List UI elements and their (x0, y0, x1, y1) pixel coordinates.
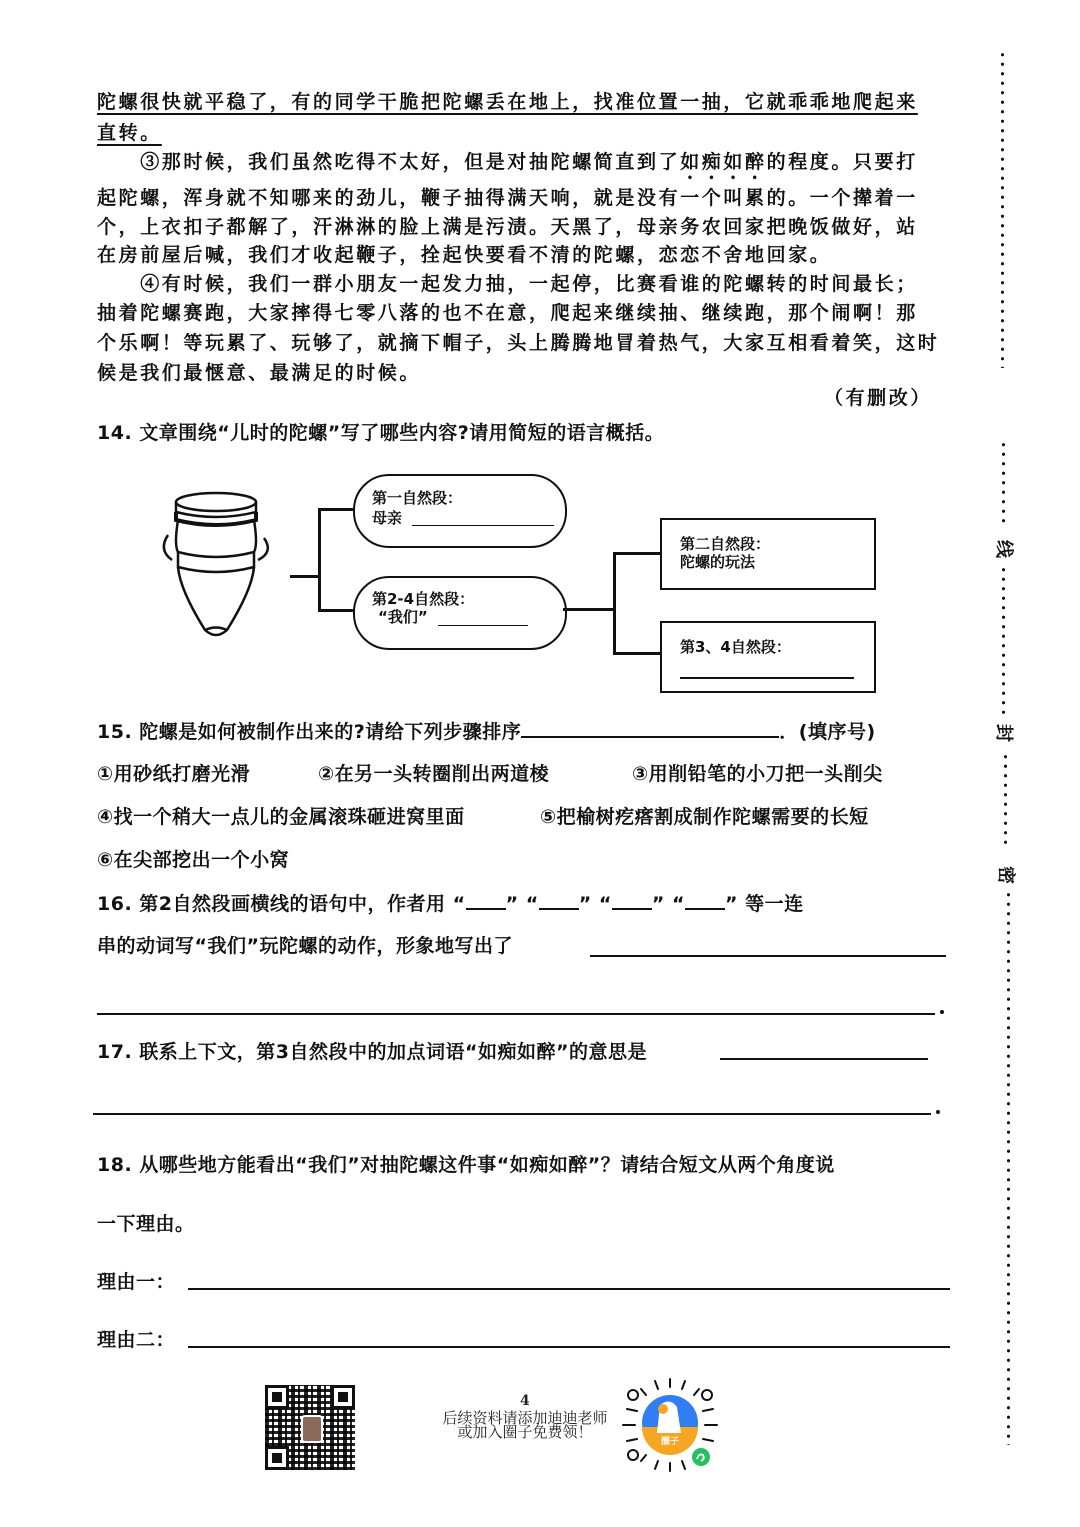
qr-finder (265, 1446, 289, 1470)
question-suffix: ．(填序号) (779, 721, 876, 743)
step-item: ④找一个稍大一点儿的金属滚珠砸进窝里面 (97, 806, 465, 828)
spinning-top-icon (150, 490, 280, 660)
period-mark (936, 1110, 940, 1114)
connector-line (613, 652, 661, 655)
answer-blank-q17-a[interactable] (720, 1058, 928, 1060)
connector-line (318, 508, 321, 611)
passage-text: 的程度。只要打 (766, 151, 918, 173)
step-item: ⑤把榆树疙瘩割成制作陀螺需要的长短 (540, 806, 869, 828)
avatar (301, 1415, 323, 1443)
passage-line (97, 150, 947, 184)
reason-1-label: 理由一： (97, 1271, 176, 1293)
mini-program-icon (692, 1448, 710, 1466)
quote-mark: ” (725, 893, 738, 915)
answer-blank-q16-b[interactable] (97, 1013, 935, 1015)
step-item: ⑥在尖部挖出一个小窝 (97, 849, 290, 871)
mini-program-code[interactable] (615, 1375, 725, 1475)
answer-blank-q16-a[interactable] (590, 955, 946, 957)
passage-line: ④有时候，我们一群小朋友一起发力抽，一起停，比赛看谁的陀螺转的时间最长； (97, 273, 918, 295)
quote-mark: “ (598, 893, 612, 915)
node-label: 第一自然段： (372, 489, 463, 507)
reason-2-label: 理由二： (97, 1329, 176, 1351)
answer-blank-verb-1[interactable] (466, 890, 506, 910)
step-item: ①用砂纸打磨光滑 (97, 763, 251, 785)
passage-line: 起陀螺，浑身就不知哪来的劲儿，鞭子抽得满天响，就是没有一个叫累的。一个撵着一 (97, 187, 918, 209)
wechat-qr-code[interactable] (265, 1385, 355, 1470)
step-item: ③用削铅笔的小刀把一头削尖 (632, 763, 883, 785)
paragraph-3-start: ③那时候，我们虽然吃得不太好，但是对抽陀螺简直到了 (97, 151, 681, 173)
footer-promo-line-2: 或加入圈子免费领！ (457, 1423, 593, 1441)
quote-mark: ” (578, 893, 592, 915)
dotted-cut-line (1004, 752, 1007, 850)
passage-line-underlined: 直转。 (97, 122, 162, 144)
passage-line-underlined: 陀螺很快就平稳了，有的同学干脆把陀螺丢在地上，找准位置一抽，它就乖乖地爬起来 (97, 91, 918, 113)
answer-blank-q17-b[interactable] (93, 1113, 931, 1115)
node-label: 陀螺的玩法 (680, 553, 756, 571)
dotted-cut-line (1007, 890, 1010, 1445)
question-text: 15. 陀螺是如何被制作出来的?请给下列步骤排序 (97, 721, 522, 743)
quote-mark: “ (672, 893, 685, 915)
connector-line (613, 552, 616, 654)
question-15-prompt (97, 718, 876, 744)
mini-program-label: 圈子 (660, 1437, 680, 1447)
question-18-prompt-2: 一下理由。 (97, 1213, 195, 1235)
connector-line (290, 575, 320, 578)
margin-label-line: 线 (993, 540, 1014, 558)
answer-blank-order[interactable] (521, 718, 779, 738)
passage-line: 抽着陀螺赛跑，大家摔得七零八落的也不在意，爬起来继续抽、继续跑，那个闹啊！那 (97, 302, 918, 324)
node-label: 第3、4自然段： (680, 638, 791, 656)
connector-line (613, 552, 661, 555)
node-label: 第2-4自然段： (372, 590, 475, 608)
emphasized-phrase: 如痴如醉 (680, 151, 767, 173)
question-14-prompt: 14. 文章围绕“儿时的陀螺”写了哪些内容?请用简短的语言概括。 (97, 422, 665, 444)
answer-blank-paragraphs-2-4[interactable] (438, 625, 528, 626)
connector-line (563, 608, 615, 611)
question-text: 16. 第2自然段画横线的语句中，作者用 (97, 893, 446, 915)
dotted-cut-line (1001, 50, 1004, 368)
connector-line (318, 609, 356, 612)
answer-blank-paragraph-1[interactable] (412, 525, 554, 526)
node-label: “我们” (378, 608, 428, 626)
quote-mark: “ (525, 893, 539, 915)
quote-mark: ” (651, 893, 665, 915)
connector-line (318, 508, 356, 511)
passage-line: 个，上衣扣子都解了，汗淋淋的脸上满是污渍。天黑了，母亲务农回家把晚饭做好，站 (97, 216, 918, 238)
source-note: （有删改） (823, 387, 932, 409)
margin-label-seal: 封 (993, 724, 1014, 742)
page-number: 4 (520, 1393, 530, 1409)
qr-finder (265, 1385, 289, 1409)
question-17-prompt: 17. 联系上下文，第3自然段中的加点词语“如痴如醉”的意思是 (97, 1041, 647, 1063)
passage-line: 在房前屋后喊，我们才收起鞭子，拴起快要看不清的陀螺，恋恋不舍地回家。 (97, 244, 832, 266)
question-16-line-2: 串的动词写“我们”玩陀螺的动作，形象地写出了 (97, 935, 513, 957)
question-text: 等一连 (745, 893, 804, 915)
quote-mark: ” (505, 893, 519, 915)
dotted-cut-line (1002, 565, 1005, 720)
node-label: 母亲 (372, 509, 403, 527)
period-mark (940, 1010, 944, 1014)
passage-line: 个乐啊！等玩累了、玩够了，就摘下帽子，头上腾腾地冒着热气，大家互相看着笑，这时 (97, 332, 940, 354)
node-label: 第二自然段： (680, 535, 771, 553)
answer-blank-verb-4[interactable] (685, 890, 725, 910)
margin-label-secret: 密 (995, 866, 1016, 884)
answer-blank-reason-2[interactable] (188, 1346, 950, 1348)
answer-blank-paragraphs-3-4[interactable] (680, 677, 854, 679)
step-item: ②在另一头转圈削出两道棱 (318, 763, 550, 785)
quote-mark: “ (452, 893, 466, 915)
diagram-node-paragraphs-3-4 (660, 621, 876, 693)
answer-blank-verb-2[interactable] (539, 890, 579, 910)
footer-promo-line-1: 后续资料请添加迪迪老师 (442, 1409, 608, 1427)
qr-finder (331, 1385, 355, 1409)
passage-line: 候是我们最惬意、最满足的时候。 (97, 362, 422, 384)
answer-blank-verb-3[interactable] (612, 890, 652, 910)
question-18-prompt: 18. 从哪些地方能看出“我们”对抽陀螺这件事“如痴如醉”？请结合短文从两个角度说 (97, 1154, 835, 1176)
dotted-cut-line (1002, 440, 1005, 525)
question-16-prompt (97, 890, 804, 916)
answer-blank-reason-1[interactable] (188, 1288, 950, 1290)
